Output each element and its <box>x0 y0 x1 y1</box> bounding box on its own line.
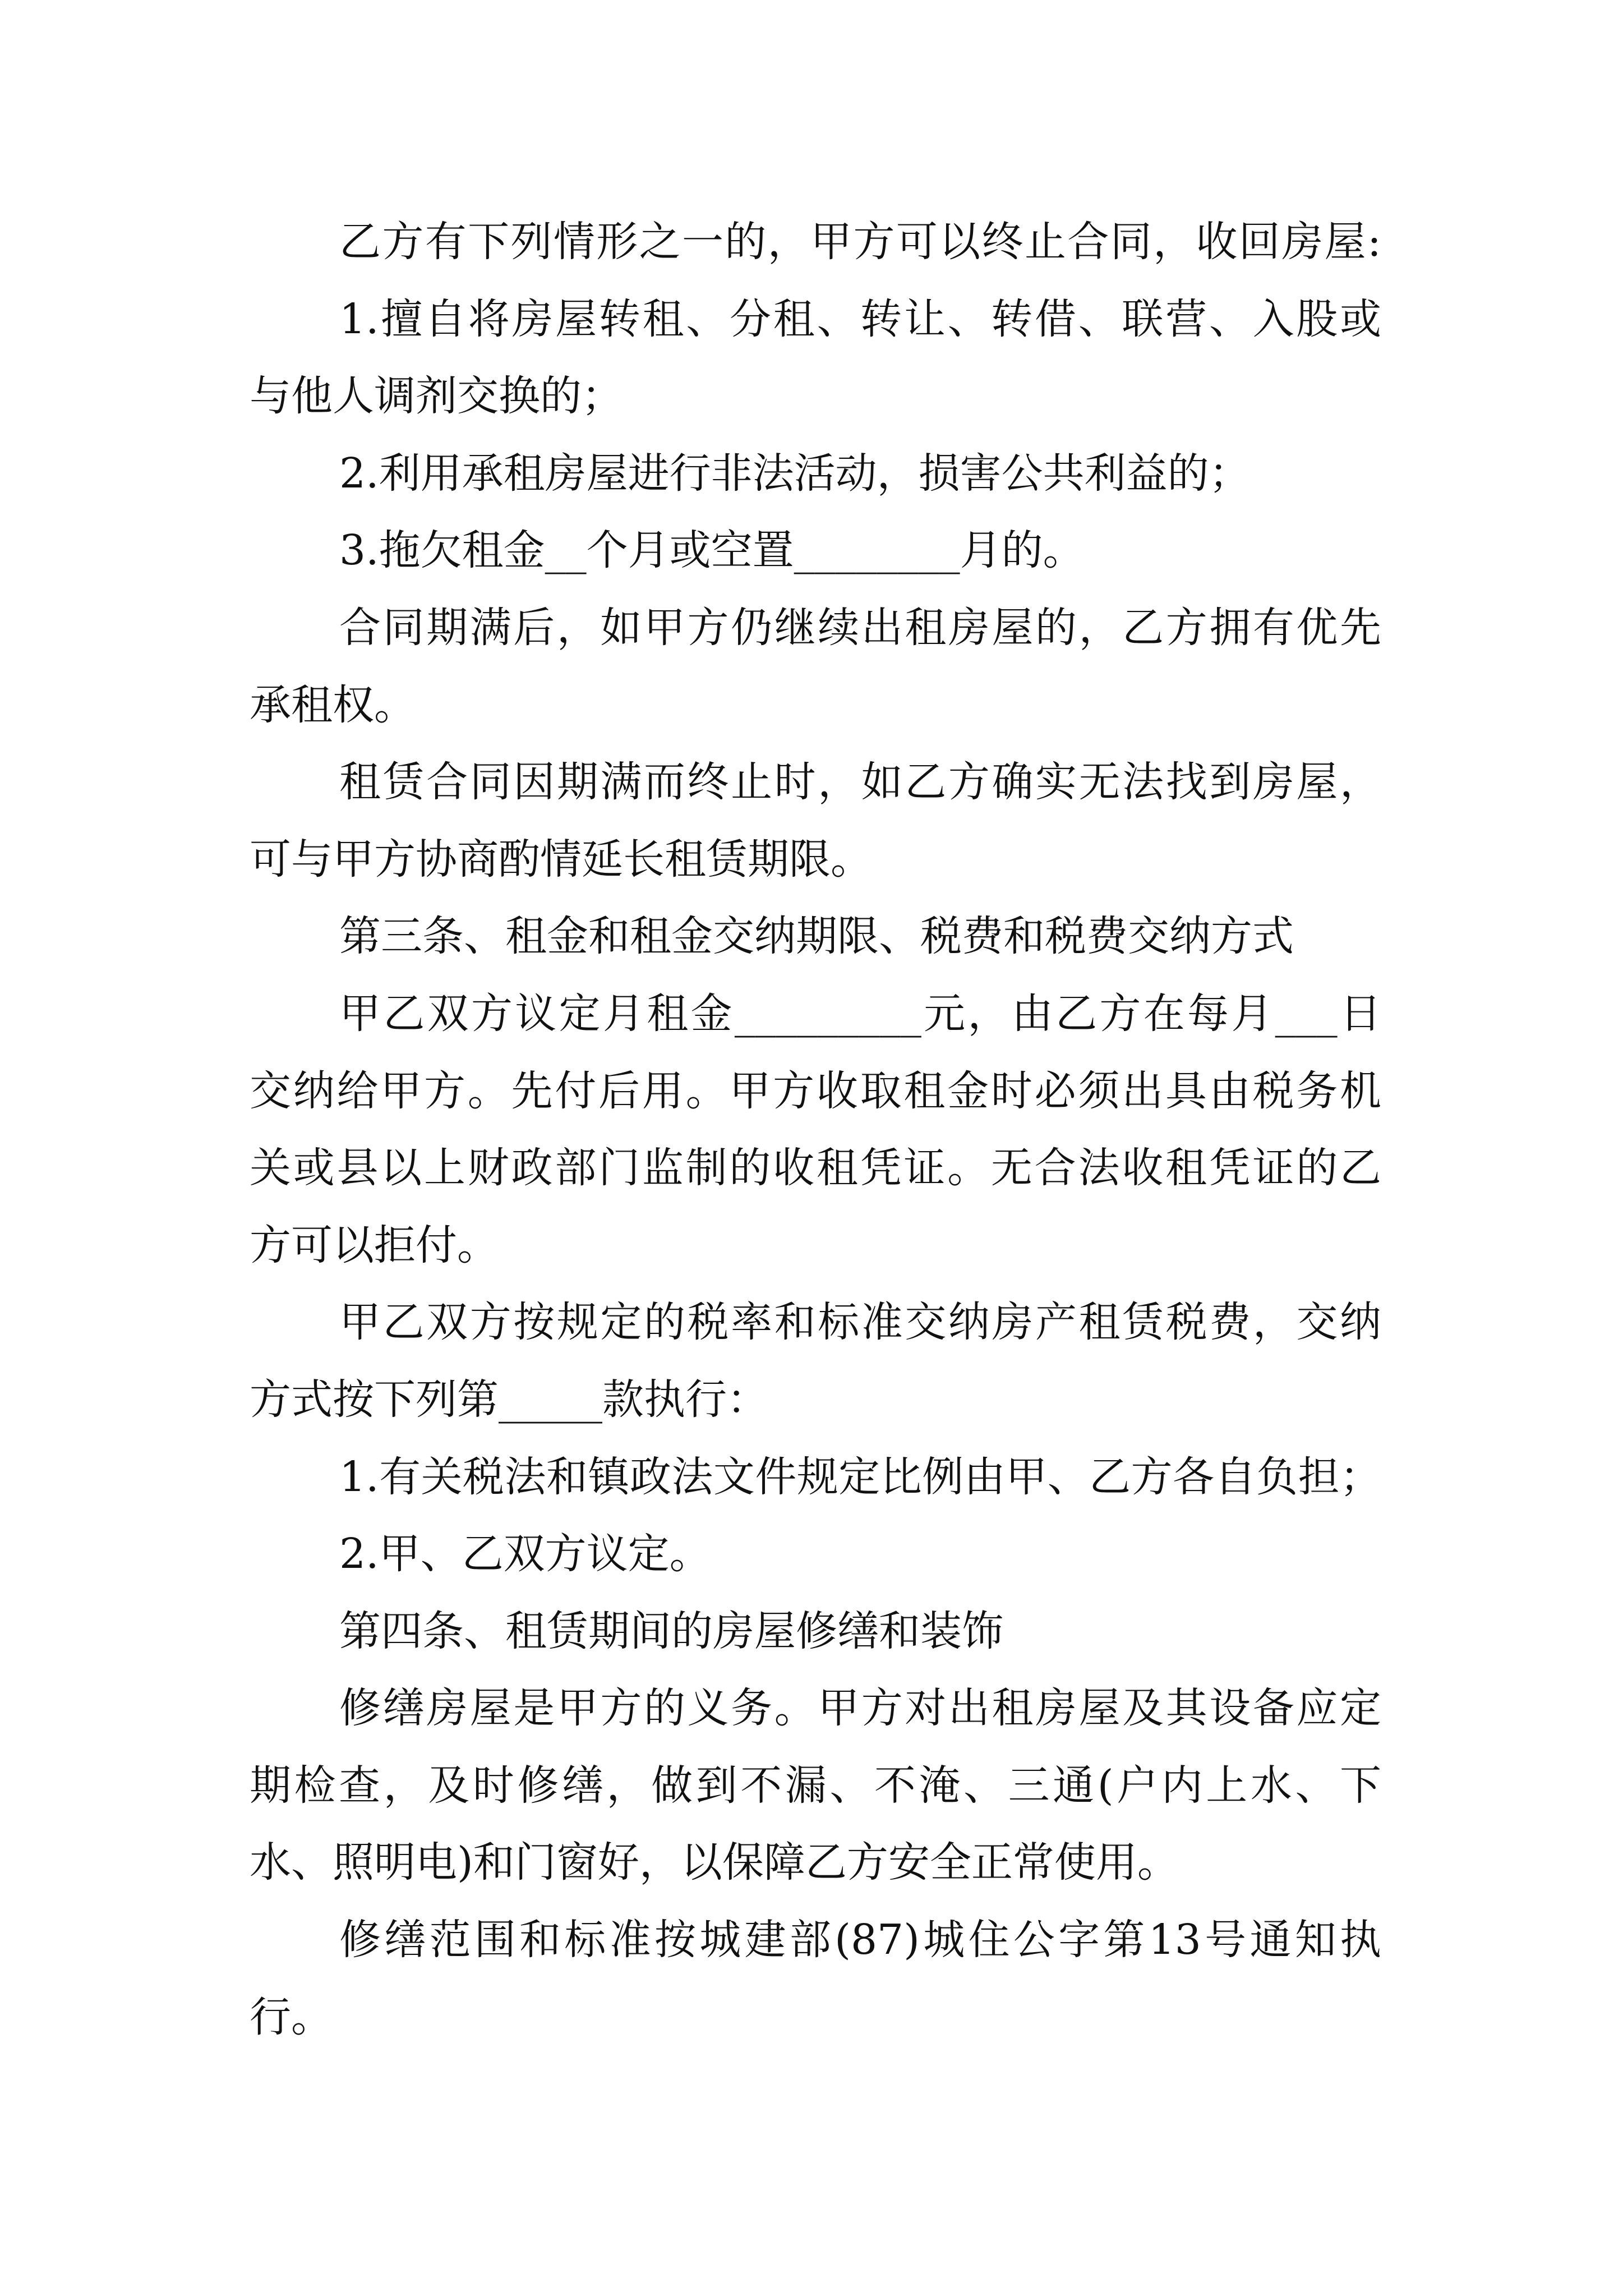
document-line: 行。 <box>250 1993 333 2041</box>
document-line: 可与甲方协商酌情延长租赁期限。 <box>250 835 872 884</box>
document-line: 承租权。 <box>250 680 416 729</box>
document-line: 修缮范围和标准按城建部(87)城住公字第13号通知执 <box>339 1916 1381 1964</box>
document-line: 与他人调剂交换的； <box>250 372 623 421</box>
document-line: 交纳给甲方。先付后用。甲方收取租金时必须出具由税务机 <box>250 1066 1381 1115</box>
document-line: 方式按下列第_____款执行： <box>250 1375 768 1424</box>
document-line: 1.有关税法和镇政法文件规定比例由甲、乙方各自负担； <box>339 1452 1381 1501</box>
document-line: 修缮房屋是甲方的义务。甲方对出租房屋及其设备应定 <box>339 1684 1381 1733</box>
document-line: 合同期满后，如甲方仍继续出租房屋的，乙方拥有优先 <box>339 603 1381 652</box>
section-heading: 第四条、租赁期间的房屋修缮和装饰 <box>339 1607 1003 1655</box>
document-line: 方可以拒付。 <box>250 1221 499 1269</box>
document-line: 1.擅自将房屋转租、分租、转让、转借、联营、入股或 <box>339 295 1381 343</box>
section-heading: 第三条、租金和租金交纳期限、税费和税费交纳方式 <box>339 912 1294 961</box>
document-line: 关或县以上财政部门监制的收租凭证。无合法收租凭证的乙 <box>250 1144 1381 1193</box>
document-line: 甲乙双方按规定的税率和标准交纳房产租赁税费，交纳 <box>339 1298 1381 1347</box>
document-line: 2.甲、乙双方议定。 <box>339 1530 711 1579</box>
document-line: 甲乙双方议定月租金_________元，由乙方在每月___日 <box>339 989 1381 1038</box>
document-line: 水、照明电)和门窗好，以保障乙方安全正常使用。 <box>250 1838 1179 1887</box>
document-line: 租赁合同因期满而终止时，如乙方确实无法找到房屋， <box>339 758 1381 807</box>
document-line: 3.拖欠租金__个月或空置________月的。 <box>339 526 1085 575</box>
document-line: 2.利用承租房屋进行非法活动，损害公共利益的； <box>339 449 1251 498</box>
document-body <box>250 204 1381 2056</box>
document-line: 乙方有下列情形之一的，甲方可以终止合同，收回房屋: <box>339 218 1381 266</box>
document-line: 期检查，及时修缮，做到不漏、不淹、三通(户内上水、下 <box>250 1761 1381 1810</box>
